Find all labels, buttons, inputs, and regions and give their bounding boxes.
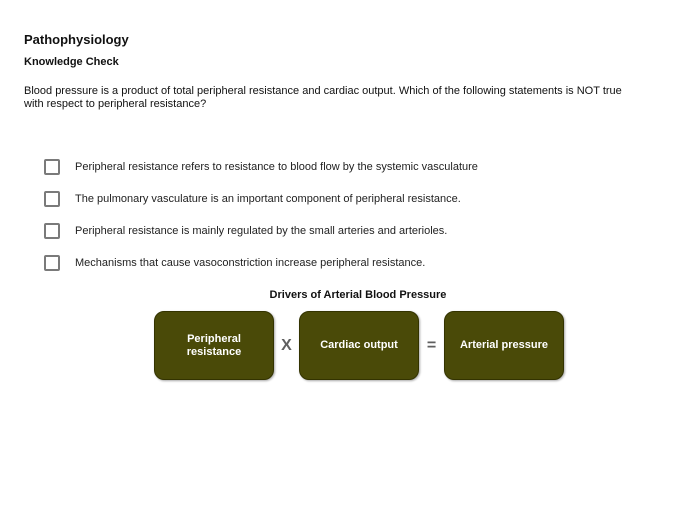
- course-title: Pathophysiology: [24, 32, 129, 47]
- answer-option-3[interactable]: [44, 220, 664, 241]
- peripheral-resistance-box: [154, 311, 274, 380]
- answer-option-label: Peripheral resistance refers to resistance to blood flow by the systemic vasculature: [75, 160, 478, 173]
- arterial-pressure-box: [444, 311, 564, 380]
- blood-pressure-diagram: [154, 311, 564, 380]
- answer-option-label: The pulmonary vasculature is an important component of peripheral resistance.: [75, 192, 461, 205]
- box-label: Cardiac output: [320, 339, 398, 351]
- checkbox[interactable]: [44, 191, 60, 207]
- answer-options: [44, 156, 664, 284]
- checkbox[interactable]: [44, 255, 60, 271]
- answer-option-label: Mechanisms that cause vasoconstriction increase peripheral resistance.: [75, 256, 426, 269]
- checkbox[interactable]: [44, 223, 60, 239]
- answer-option-label: Peripheral resistance is mainly regulated by the small arteries and arterioles.: [75, 224, 448, 237]
- cardiac-output-box: [299, 311, 419, 380]
- answer-option-2[interactable]: [44, 188, 664, 209]
- diagram-title: Drivers of Arterial Blood Pressure: [269, 289, 447, 301]
- question-text: Blood pressure is a product of total peripheral resistance and cardiac output. Which of the following statements is NOT true with respect to peripheral resistance?: [24, 85, 622, 110]
- equals-operator: =: [426, 336, 437, 354]
- section-title: Knowledge Check: [24, 56, 119, 68]
- answer-option-1[interactable]: [44, 156, 664, 177]
- box-label: Arterial pressure: [459, 339, 549, 351]
- multiply-operator: X: [281, 336, 292, 354]
- answer-option-4[interactable]: [44, 252, 664, 273]
- box-label: Peripheral resistance: [186, 332, 242, 358]
- checkbox[interactable]: [44, 159, 60, 175]
